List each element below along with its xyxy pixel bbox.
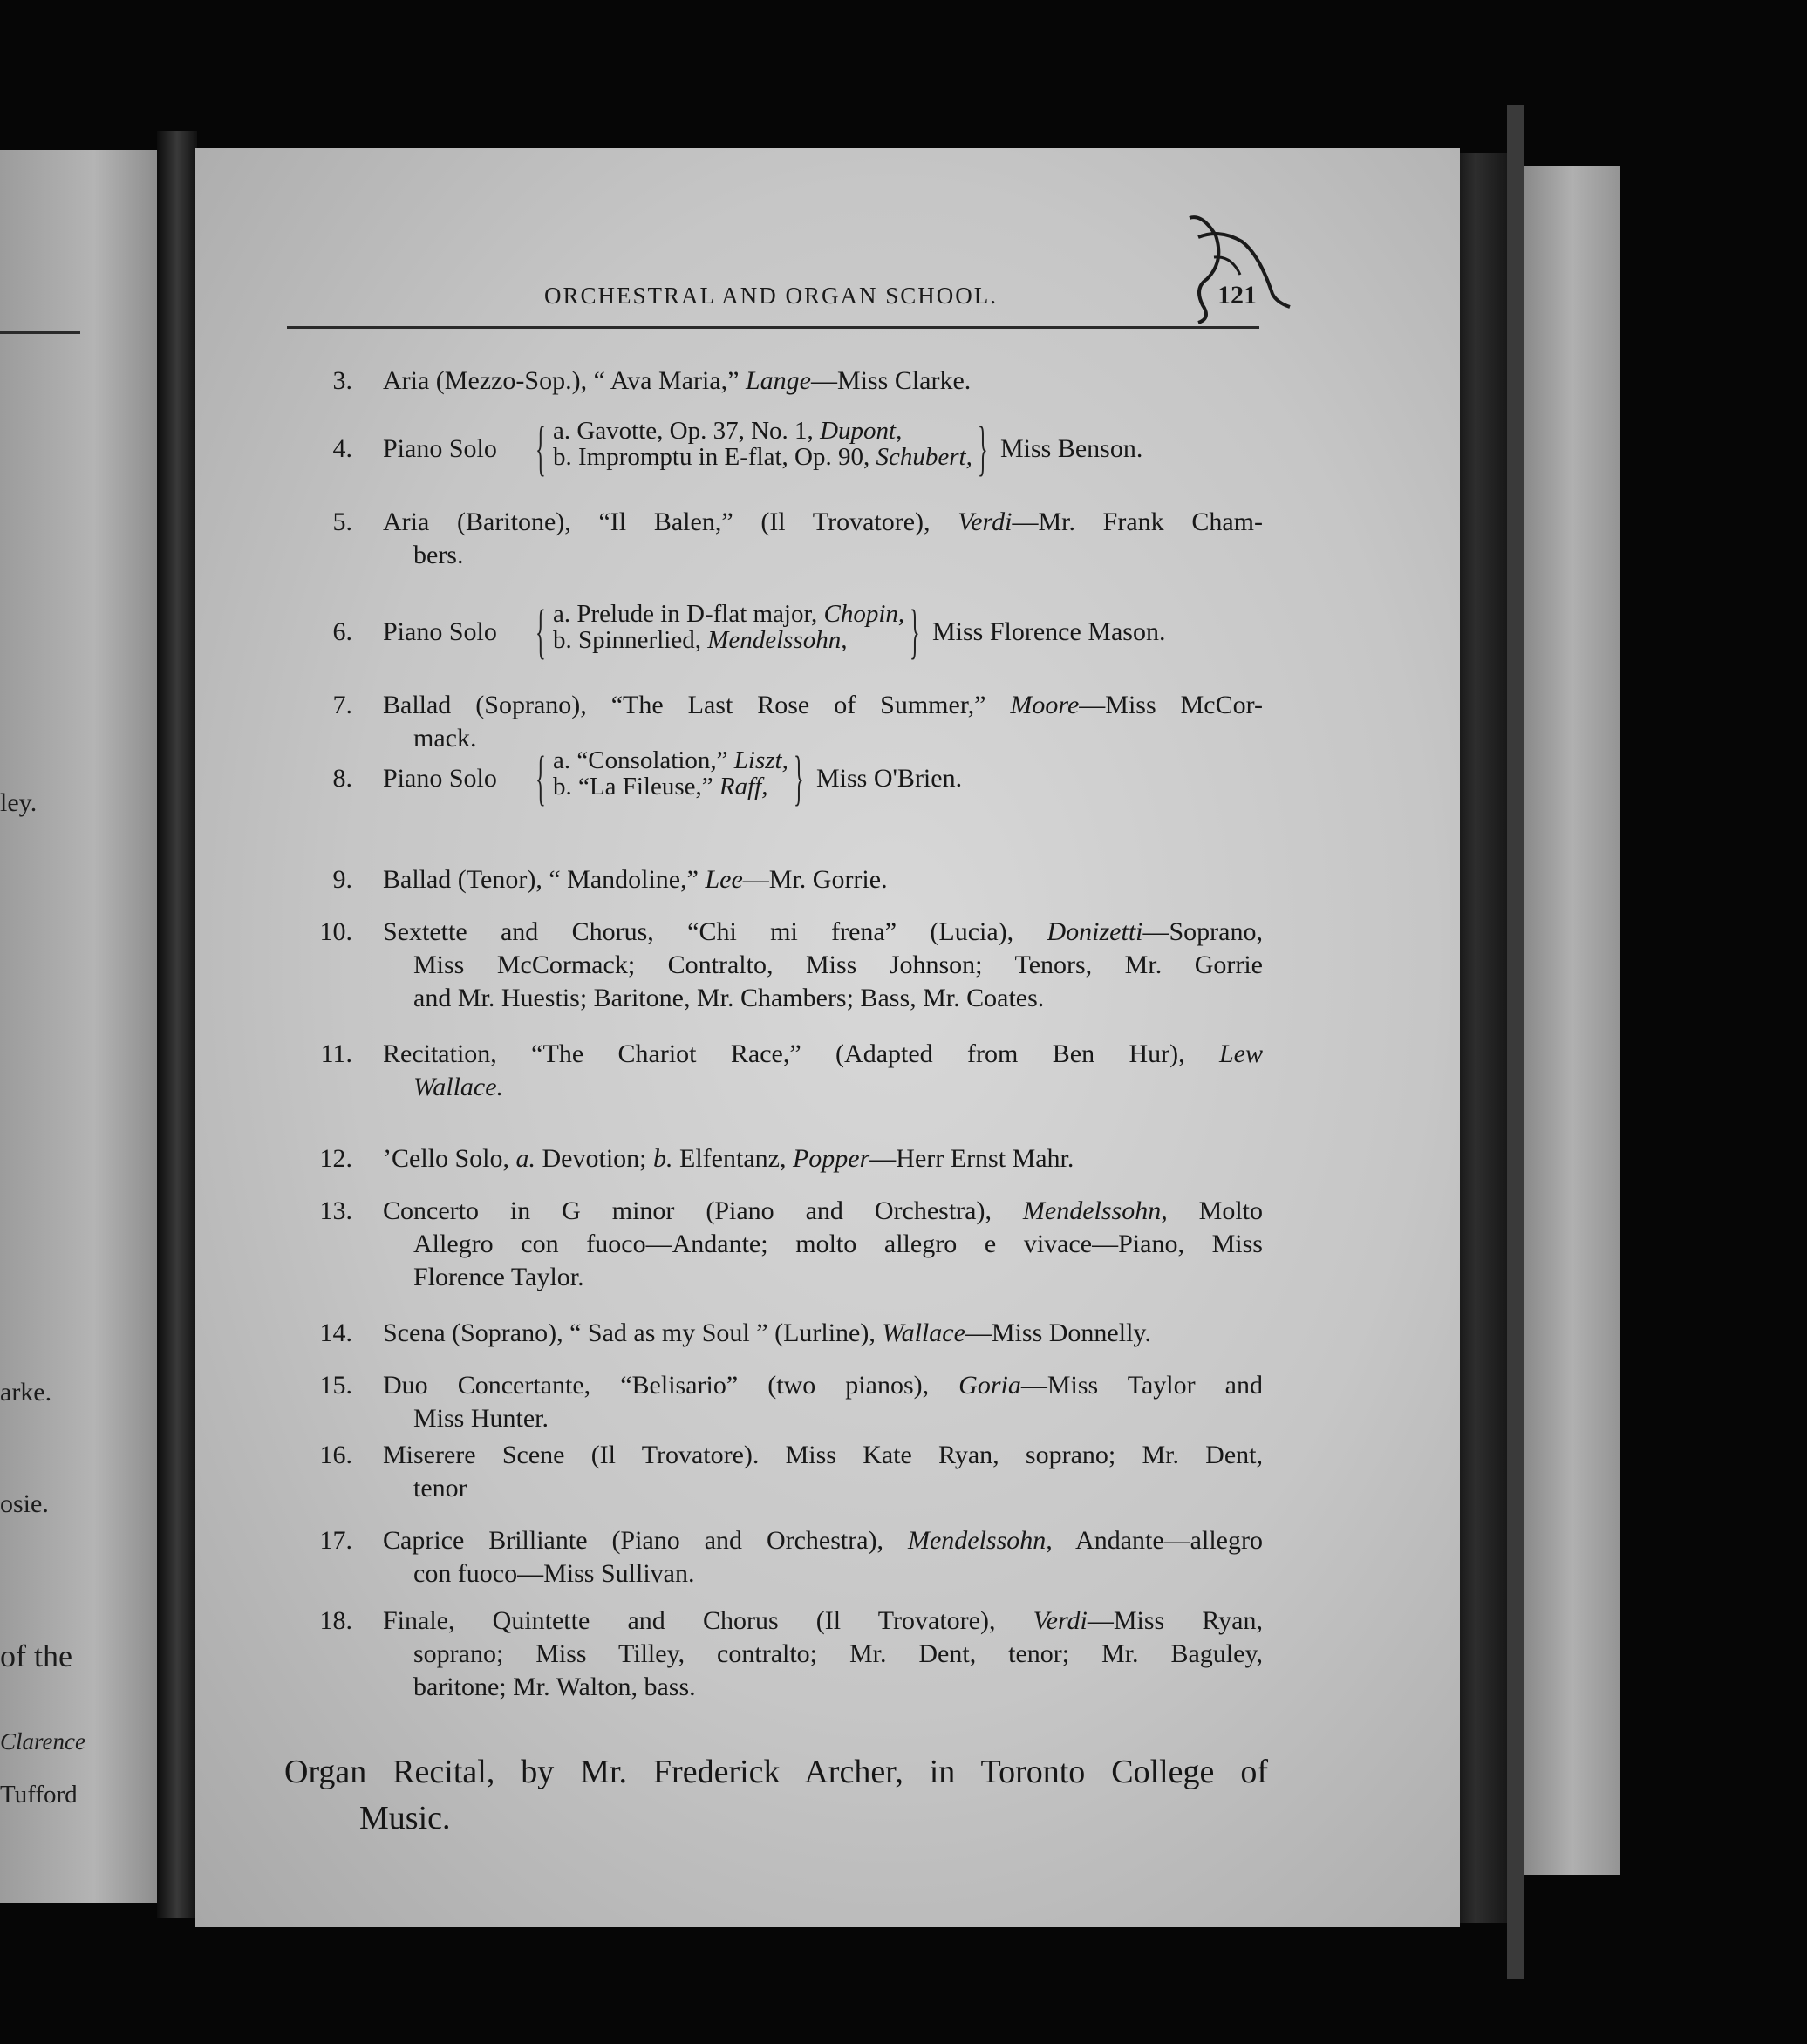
program-line [413, 1404, 549, 1434]
organ-recital-heading-cont: Music. [359, 1800, 451, 1836]
text-run: Miss McCormack; Contralto, Miss Johnson; Tenors, Mr. Gorrie [413, 950, 1263, 979]
text-run: Scena (Soprano), “ Sad as my Soul ” (Lurline), [383, 1318, 883, 1347]
program-line [413, 1673, 696, 1702]
italic-name: Wallace [882, 1318, 965, 1347]
item-number: 13. [319, 1196, 352, 1225]
italic-name: Raff, [719, 773, 768, 801]
text-run: a. Prelude in D-flat major, [553, 600, 824, 628]
italic-name: Popper [792, 1144, 870, 1173]
text-run: —Miss Ryan, [1087, 1606, 1263, 1635]
text-run: —Mr. Frank Cham- [1012, 508, 1263, 536]
text-run: b. Spinnerlied, [553, 626, 708, 654]
program-line [383, 1606, 1263, 1636]
page-header [195, 283, 1460, 317]
program-line [383, 1526, 1263, 1556]
text-run: tenor [413, 1474, 467, 1502]
program-line [413, 984, 1044, 1013]
performer: Miss O'Brien. [816, 764, 963, 793]
book-gutter [157, 131, 197, 1918]
text-run: —Mr. Gorrie. [742, 865, 888, 894]
program-line [413, 950, 1263, 980]
text-run: Miserere Scene (Il Trovatore). Miss Kate Ryan, soprano; Mr. Dent, [383, 1441, 1263, 1469]
program-line [413, 1474, 467, 1503]
text-run: —Miss McCor- [1079, 691, 1263, 719]
left-page-rule [0, 331, 80, 334]
book-spine-edge [1507, 105, 1524, 1979]
text-run: Elfentanz, [672, 1144, 793, 1173]
text-run: Devotion; [535, 1144, 654, 1173]
item-number: 8. [332, 764, 352, 793]
left-fragment: ley. [0, 788, 38, 817]
left-fragment: Clarence [0, 1728, 85, 1754]
italic-name: Donizetti [1047, 917, 1143, 946]
item-number: 10. [319, 917, 352, 946]
program-line [383, 1371, 1263, 1400]
italic-name: Mendelssohn, [707, 626, 848, 654]
right-sheet [1524, 166, 1620, 1875]
program-line [413, 1559, 695, 1589]
text-run: Finale, Quintette and Chorus (Il Trovatore), [383, 1606, 1033, 1635]
item-number: 18. [319, 1606, 352, 1635]
left-brace: { [535, 598, 546, 665]
text-run: Andante—allegro [1052, 1526, 1263, 1555]
text-run: a. Gavotte, Op. 37, No. 1, [553, 417, 821, 445]
text-run: con fuoco—Miss Sullivan. [413, 1559, 695, 1588]
text-run: b. “La Fileuse,” [553, 773, 719, 801]
performer: Miss Florence Mason. [932, 617, 1166, 646]
program-line [413, 1639, 1263, 1669]
item-label: Piano Solo [383, 434, 497, 463]
text-run: soprano; Miss Tilley, contralto; Mr. Dent, tenor; Mr. Baguley, [413, 1639, 1263, 1668]
program-line [383, 1039, 1263, 1069]
item-number: 11. [320, 1039, 352, 1068]
text-run: Aria (Mezzo-Sop.), “ Ava Maria,” [383, 366, 746, 395]
left-brace: { [535, 745, 546, 812]
text-run: bers. [413, 541, 464, 569]
page-number: 121 [1217, 281, 1257, 310]
item-label: Piano Solo [383, 764, 497, 793]
performer: Miss Benson. [1000, 434, 1143, 463]
text-run: Molto [1167, 1196, 1263, 1225]
item-number: 17. [319, 1526, 352, 1555]
italic-name: Wallace. [413, 1073, 504, 1101]
item-number: 16. [319, 1441, 352, 1469]
piece-line [553, 773, 767, 801]
item-number: 3. [332, 366, 352, 395]
text-run: a. “Consolation,” [553, 746, 734, 774]
piece-line [553, 417, 902, 446]
italic-name: b. [653, 1144, 673, 1173]
italic-name: Mendelssohn, [1022, 1196, 1168, 1225]
text-run: —Herr Ernst Mahr. [869, 1144, 1074, 1173]
text-run: mack. [413, 724, 477, 753]
text-run: ’Cello Solo, [383, 1144, 516, 1173]
left-fragment: arke. [0, 1378, 52, 1407]
text-run: —Soprano, [1142, 917, 1263, 946]
text-run: Ballad (Tenor), “ Mandoline,” [383, 865, 706, 894]
italic-name: Lee [705, 865, 743, 894]
header-rule [287, 326, 1259, 329]
italic-name: Mendelssohn, [907, 1526, 1053, 1555]
italic-name: Verdi [958, 508, 1013, 536]
right-brace: } [978, 415, 988, 482]
program-line [413, 1073, 503, 1102]
organ-recital-heading: Organ Recital, by Mr. Frederick Archer, in Toronto College of [284, 1754, 1268, 1790]
program-line [383, 1196, 1263, 1226]
text-run: —Miss Clarke. [810, 366, 972, 395]
program-line [413, 724, 476, 753]
program-line [383, 917, 1263, 947]
italic-name: Dupont, [820, 417, 903, 445]
text-run: Florence Taylor. [413, 1263, 584, 1291]
text-run: Aria (Baritone), “Il Balen,” (Il Trovatore), [383, 508, 958, 536]
program-line [413, 1230, 1263, 1259]
item-number: 9. [332, 865, 352, 894]
right-brace: } [910, 598, 920, 665]
text-run: Caprice Brilliante (Piano and Orchestra), [383, 1526, 908, 1555]
program-line [383, 1144, 1074, 1174]
program-line [383, 508, 1263, 537]
program-line [383, 865, 888, 895]
item-label: Piano Solo [383, 617, 497, 646]
program-line [383, 1318, 1151, 1348]
text-run: b. Impromptu in E-flat, Op. 90, [553, 443, 876, 471]
left-fragment: of the [0, 1639, 72, 1673]
right-brace: } [794, 745, 804, 812]
italic-name: Goria [958, 1371, 1021, 1400]
text-run: Recitation, “The Chariot Race,” (Adapted from Ben Hur), [383, 1039, 1219, 1068]
piece-line [553, 600, 904, 629]
text-run: Ballad (Soprano), “The Last Rose of Summer,” [383, 691, 1011, 719]
item-number: 7. [332, 691, 352, 719]
text-run: Concerto in G minor (Piano and Orchestra), [383, 1196, 1023, 1225]
program-line [413, 1263, 584, 1292]
item-number: 4. [332, 434, 352, 463]
left-facing-page [0, 150, 157, 1903]
left-brace: { [535, 415, 546, 482]
left-fragment: osie. [0, 1489, 49, 1518]
item-number: 15. [319, 1371, 352, 1400]
italic-name: a. [515, 1144, 536, 1173]
text-run: —Miss Donnelly. [965, 1318, 1151, 1347]
italic-name: Moore [1010, 691, 1080, 719]
left-fragment: Tufford [0, 1781, 78, 1809]
item-number: 14. [319, 1318, 352, 1347]
text-run: Sextette and Chorus, “Chi mi frena” (Lucia), [383, 917, 1047, 946]
book-page [195, 148, 1460, 1927]
program-line [413, 541, 463, 570]
italic-name: Liszt, [733, 746, 788, 774]
piece-line [553, 746, 788, 775]
item-number: 5. [332, 508, 352, 536]
running-head: ORCHESTRAL AND ORGAN SCHOOL. [544, 283, 999, 309]
item-number: 6. [332, 617, 352, 646]
program-line [383, 691, 1263, 720]
page-edge-shadow [1455, 153, 1507, 1923]
text-run: baritone; Mr. Walton, bass. [413, 1673, 696, 1701]
item-number: 12. [319, 1144, 352, 1173]
text-run: Allegro con fuoco—Andante; molto allegro e vivace—Piano, Miss [413, 1230, 1263, 1258]
italic-name: Verdi [1033, 1606, 1088, 1635]
italic-name: Schubert, [876, 443, 972, 471]
text-run: Miss Hunter. [413, 1404, 549, 1433]
program-line [383, 1441, 1263, 1470]
italic-name: Lange [745, 366, 811, 395]
text-run: Duo Concertante, “Belisario” (two pianos), [383, 1371, 959, 1400]
text-run: —Miss Taylor and [1020, 1371, 1263, 1400]
piece-line [553, 443, 972, 472]
piece-line [553, 626, 847, 655]
italic-name: Lew [1218, 1039, 1263, 1068]
italic-name: Chopin, [823, 600, 905, 628]
program-line [383, 366, 971, 396]
text-run: and Mr. Huestis; Baritone, Mr. Chambers; Bass, Mr. Coates. [413, 984, 1045, 1012]
